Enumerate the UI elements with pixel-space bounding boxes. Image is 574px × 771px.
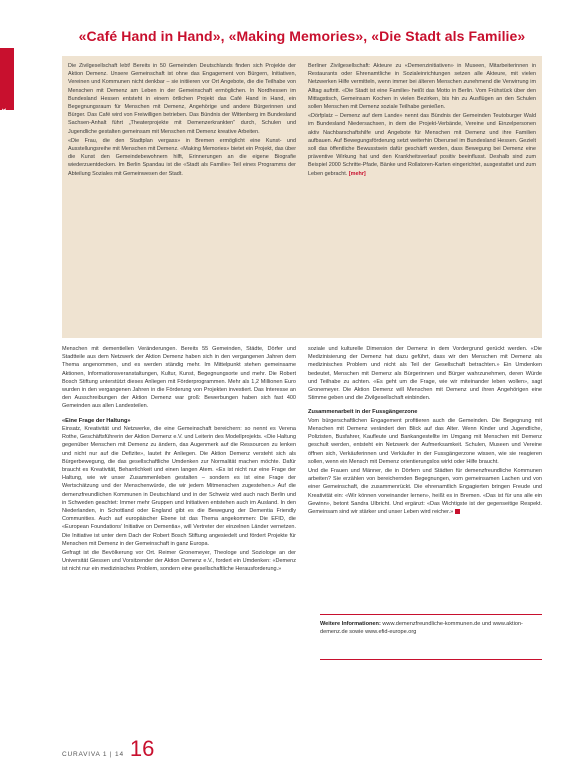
- page-footer: [62, 736, 154, 762]
- subheading: «Eine Frage der Haltung»: [62, 417, 131, 424]
- body-paragraph: Einsatz, Kreativität und Netzwerke, die eine Gemeinschaft bereichern: so nennt es Verena Rothe, Geschäftsführerin der Aktion Demenz e.V. und Leiterin des Modellprojekts. «Die Haltung gegenüber Menschen mit Demenz zu ändern, das Augenmerk auf die Ressourcen zu lenken und nicht nur auf die Defizite», lautet ihr Anliegen. Die Aktion Demenz versteht sich als Bürgerbewegung, die das gesellschaftliche Umdenken zur Normalität machen möchte. Dafür braucht es Kreativität, Beharrlichkeit und einen langen Atem. «Es ist nicht nur eine Frage der Haltung, wie wir unser Zusammenleben gestalten – sondern es ist eine Frage der Wertschätzung und der Menschenwürde, die wir jedem Mitmenschen zugestehen.» Auf die demenzfreundlichen Kommunen in Deutschland und in der Schweiz wird auch nach Berlin und in Schweden geachtet: Immer mehr Gruppen und Initiativen entstehen auch im Ausland. In den Niederlanden, in Schottland oder England gibt es die Bewegung der Dementia Friendly Communities. Auch auf europäischer Ebene ist das Thema angekommen: Die EFID, die «European Foundations' Initiative on Dementia», will Vertreter der einzelnen Länder vernetzen. Die Initiative ist unter dem Dach der Robert Bosch Stiftung angesiedelt und fördert Projekte für Menschen mit Demenz in der Gemeinschaft in ganz Europa.: [62, 426, 296, 547]
- body-paragraph: soziale und kulturelle Dimension der Demenz in dem Vordergrund gerückt werden. «Die Medizinisierung der Demenz hat dazu geführt, dass wir den Menschen mit Demenz als medizinisches Problem und nicht als Teil der Gesellschaft betrachten.» Ein Umdenken bedeutet, Menschen mit Demenz als Bürgerinnen und Bürger wahrzunehmen, deren Würde und Teilhabe zu achten. «Es geht um die Frage, wie wir miteinander leben wollen», sagt Gronemeyer. Die Aktion Demenz will Menschen mit Demenz und ihren Angehörigen eine Stimme geben und die Zivilgesellschaft einbinden.: [308, 346, 542, 402]
- highlight-paragraph: «Die Frau, die den Stadtplan vergass» in Bremen ermöglicht eine Kunst- und Ausstellungsreihe mit Menschen mit Demenz. «Making Memories» bietet ein Projekt, das über die Kunst den Gemeindebewohnern hilft, Erinnerungen an die eigene Biografie wiederzuentdecken. Im Berlin Spandau ist die «Stadt als Familie» Teil eines Programms der Abteilung Soziales mit Gemeinwesen der Stadt.: [68, 137, 296, 177]
- info-links[interactable]: www.demenzfreundliche-kommunen.de und www.aktion-demenz.de sowie www.efid-europe.org: [320, 621, 523, 636]
- subheading: Zusammenarbeit in der Fussgängerzone: [308, 409, 418, 416]
- info-label: Weitere Informationen:: [320, 621, 381, 627]
- body-paragraph: Gefragt ist die Bevölkerung vor Ort. Reimer Gronemeyer, Theologe und Soziologe an der Universität Giessen und Vorsitzender der Aktion Demenz e.V., fordert ein Umdenken: «Demenz ist nicht nur ein medizinisches Problem, sondern eine gesellschaftliche Herausforderung.»: [62, 550, 296, 573]
- highlight-paragraph-text: «Dörfplatz – Demenz auf dem Lande» nennt das Bündnis der Gemeinden Teutoburger Wald im Bundesland Niedersachsen, in dem die Projekt-Verbände, Vereine und Einzelpersonen aktiv Nachbarschaftshilfe und Angebote für Menschen mit Demenz und ihre Familien aufbauen. Auf Bewegungsförderung setzt weiterhin Oberursel im Bundesland Hessen. Gezielt soll das öffentliche Bewusstsein dafür geschärft werden, dass Bewegung bei Demenz eine präventive Wirkung hat und den Krankheitsverlauf positiv beeinflusst. Deshalb sind zum Beispiel 2000 Schritte-Pfade, Bänke und Rollatoren-Karten eingerichtet, ausgestattet und zum Leben gebracht.: [308, 113, 536, 177]
- body-paragraph: [308, 467, 542, 516]
- info-box: [320, 614, 542, 660]
- body-paragraph-text: Und die Frauen und Männer, die in Dörfern und Städten für demenzfreundliche Kommunen arbeiten? Sie erzählen von bereichernden Begegnungen, vom gemeinsamen Lachen und von einer Gemeinschaft, die zusammenrückt. Die ehrenamtlich Engagierten bringen Freude und Kreativität ein: «Wir können voneinander lernen», heißt es in Bremen. «Das ist für uns alle ein Gewinn», betont Sandra Ulbricht. Und ergänzt: «Das Wichtigste ist der gegenseitige Respekt. Gemeinsam sind wir stärker und unser Leben wird reicher.»: [308, 468, 542, 516]
- more-link[interactable]: [mehr]: [348, 170, 366, 177]
- highlight-box-column-right: [308, 62, 536, 338]
- article-column-left: [62, 345, 296, 705]
- end-mark-icon: [455, 509, 460, 514]
- body-paragraph: Vom bürgerschaftlichen Engagement profitieren auch die Gemeinden. Die Begegnung mit Menschen mit Demenz verändert den Blick auf das Alter. Wenn Kinder und Jugendliche, Polizisten, Busfahrer, Kaufleute und Bankangestellte im Umgang mit Menschen mit Demenz geschult werden, entsteht ein Netzwerk der Aufmerksamkeit. Schulen, Museen und Vereine öffnen sich, Verkäuferinnen und Verkäufer in der Fussgängerzone wissen, wie sie reagieren sollen, wenn ein Mensch mit Demenz orientierungslos wirkt oder Hilfe braucht.: [308, 417, 542, 465]
- highlight-paragraph: Berliner Zivilgesellschaft: Akteure zu «Demenzinitiativen» in Museen, Mitarbeiterinnen in Restaurants oder Ehrenamtliche in Sozialeinrichtungen setzen alle Akteure, mit vielen Netzwerken Hilfe vermitteln, wenn immer bei älteren Menschen zunehmend die Verwirrung im Alltag auftritt. «Die Stadt ist eine Familie» heißt das Motto in Berlin. Vom Frühstück über den Mittagstisch, Gemeinsam Kochen in vielen Bezirken, bis hin zu Ausflügen an den Schulen sollen Menschen mit Demenz soziale Teilhabe genießen.: [308, 63, 536, 111]
- article-headline: «Café Hand in Hand», «Making Memories», «Die Stadt als Familie»: [78, 28, 526, 44]
- magazine-issue: CURAVIVA 1 | 14: [62, 751, 124, 758]
- section-tab: [0, 48, 14, 110]
- body-paragraph: Menschen mit dementiellen Veränderungen. Bereits 55 Gemeinden, Städte, Dörfer und Stadtteile aus dem Netzwerk der Aktion Demenz haben sich in den vergangenen Jahren dem Thema angenommen, und es werden ständig mehr. Im Mittelpunkt stehen gemeinsame Aktionen, Informationsveranstaltungen, Kultur, Kunst, Begegnungsorte und mehr. Die Robert Bosch Stiftung unterstützt dieses Anliegen mit Förderprogrammen. Mehr als 1,2 Millionen Euro wurden in den vergangenen Jahren in die Förderung von Projekten investiert. Das Interesse an den Ausschreibungen der Aktion Demenz war groß: Bewerbungen haben sich fast 400 Gemeinden aus allen Landesteilen.: [62, 346, 296, 410]
- highlight-box-column-left: [68, 62, 296, 338]
- page-number: 16: [129, 736, 155, 761]
- info-text: [320, 620, 542, 636]
- highlight-paragraph: [308, 112, 536, 178]
- section-tab-label: Rubrik: [1, 108, 8, 132]
- highlight-box: [62, 56, 542, 338]
- highlight-paragraph: Die Zivilgesellschaft lebt! Bereits in 50 Gemeinden Deutschlands finden sich Projekte der Aktion Demenz. Unsere Gemeinschaft ist ohne das Engagement von Bürgern, Initiativen, Vereinen und Kommunen nicht denkbar – sie initiieren vor Ort Angebote, die die Teilhabe von Menschen mit Demenz am Leben in der Gemeinschaft ermöglichen. In Nordhessen im Bundesland Hessen entsteht in einem örtlichen Projekt das Café Hand in Hand, ein Begegnungsraum für Menschen mit Demenz, Angehörige und andere Bürgerinnen und Bürger. Das Café wird von Freiwilligen betrieben. Das Bündnis der Wittenberg im Bundesland Sachsen-Anhalt führt „Theaterprojekte mit Demenzerkrankten“ durch, Schulen und Jugendliche gestalten gemeinsam mit Menschen mit Demenz kreative Arbeiten.: [68, 63, 296, 135]
